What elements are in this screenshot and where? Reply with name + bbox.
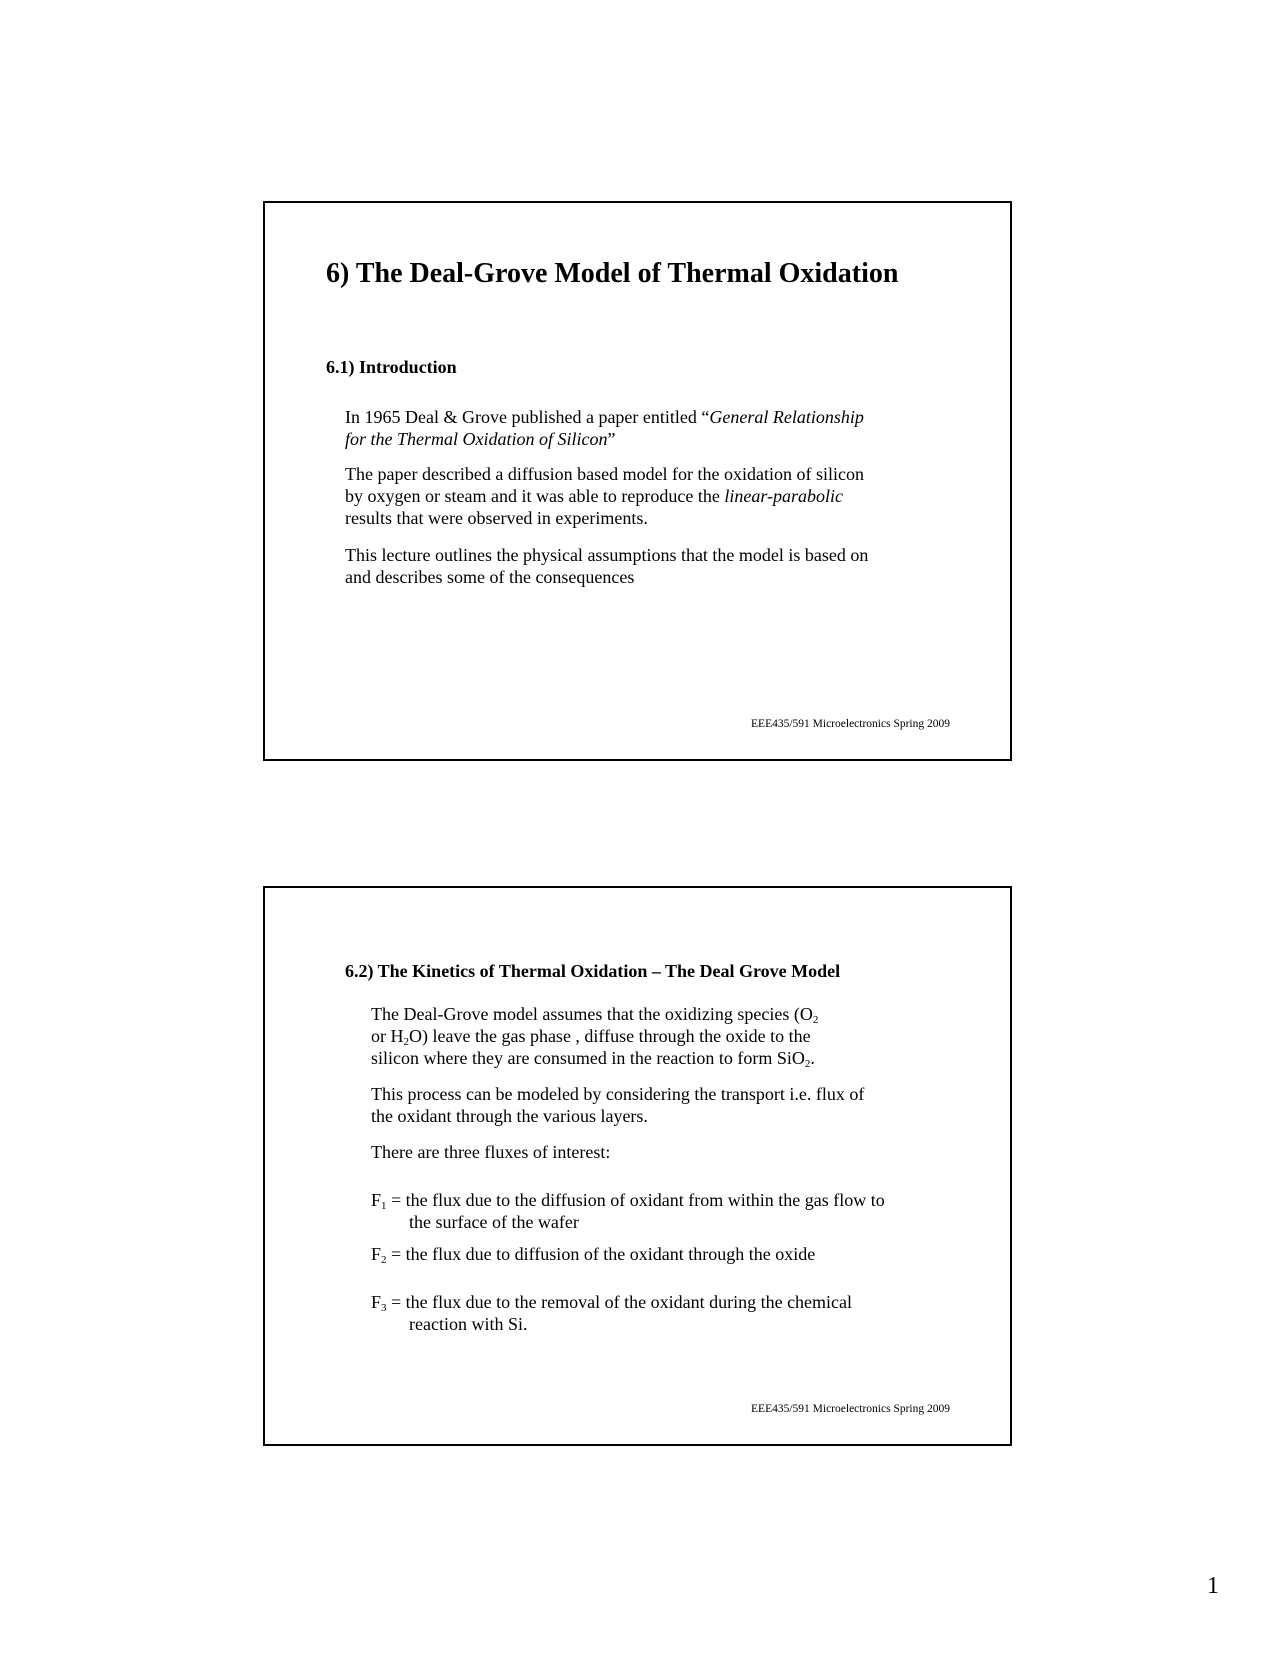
slide-2 [263,886,1012,1446]
intro-paragraph-3: This lecture outlines the physical assumptions that the model is based on and describes some of the consequences [345,545,869,587]
kinetics-paragraph-2: This process can be modeled by considering the transport i.e. flux of the oxidant through the various layers. [371,1084,865,1126]
paper-title-italic: General Relationship [709,407,864,427]
linear-parabolic-italic: linear-parabolic [724,486,844,506]
intro-paragraph-1 [345,406,864,450]
section-heading-kinetics: 6.2) The Kinetics of Thermal Oxidation – The Deal Grove Model [345,961,841,981]
slide-1-title: 6) The Deal-Grove Model of Thermal Oxidation [326,258,899,289]
flux-item-3: $F_3$ = the flux due to the removal of the oxidant during the chemical reaction with Si. [371,1292,853,1334]
section-heading-introduction: 6.1) Introduction [326,357,457,377]
page-number: 1 [1207,1573,1219,1599]
kinetics-paragraph-3: There are three fluxes of interest: [371,1142,611,1162]
intro-paragraph-2: The paper described a diffusion based model for the oxidation of silicon by oxygen or steam and it was able to reproduce the linear-parabolic results that were observed in experiments. [345,464,865,528]
intro-paragraph-1-line-2: for the Thermal Oxidation of Silicon” [345,429,616,449]
slide-1 [263,201,1012,761]
flux-item-1: $F_1$ = the flux due to the diffusion of oxidant from within the gas flow to the surface of the wafer [371,1190,885,1232]
kinetics-paragraph-1: The Deal-Grove model assumes that the oxidizing species ($O_2$ or $H_2O$) leave the gas phase , diffuse through the oxide to the silicon where they are consumed in the reaction to form SiO$_2$. [371,1004,819,1070]
intro-paragraph-1-line-1: In 1965 Deal & Grove published a paper entitled “General Relationship [345,407,864,427]
slide-2-footer: EEE435/591 Microelectronics Spring 2009 [751,1403,950,1415]
flux-item-2: $F_2$ = the flux due to diffusion of the oxidant through the oxide [371,1244,816,1266]
slide-1-footer: EEE435/591 Microelectronics Spring 2009 [751,718,950,730]
